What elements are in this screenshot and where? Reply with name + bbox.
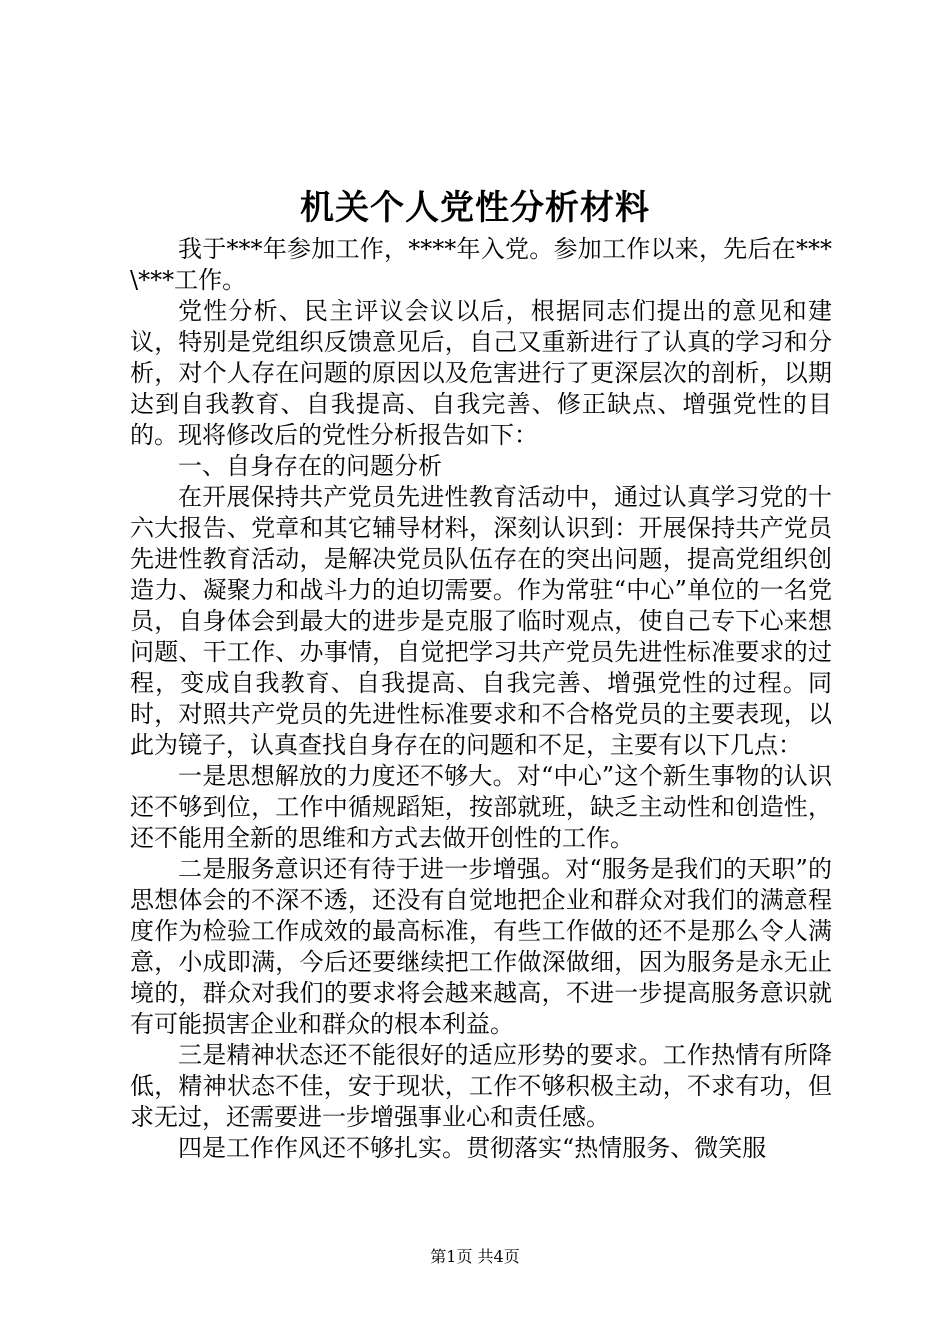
paragraph-overview: 党性分析、民主评议会议以后，根据同志们提出的意见和建议，特别是党组织反馈意见后，自己又重新进行了认真的学习和分析，对个人存在问题的原因以及危害进行了更深层次的剖析，以期达到自我教育、自我提高、自我完善、修正缺点、增强党性的目的。现将修改后的党性分析报告如下： bbox=[130, 297, 832, 449]
paragraph-point-two: 二是服务意识还有待于进一步增强。对“服务是我们的天职”的思想体会的不深不透，还没有自觉地把企业和群众对我们的满意程度作为检验工作成效的最高标准，有些工作做的还不是那么令人满意，小成即满，今后还要继续把工作做深做细，因为服务是永无止境的，群众对我们的要求将会越来越高，不进一步提高服务意识就有可能损害企业和群众的根本利益。 bbox=[130, 855, 832, 1038]
paragraph-point-three: 三是精神状态还不能很好的适应形势的要求。工作热情有所降低，精神状态不佳，安于现状，工作不够积极主动，不求有功，但求无过，还需要进一步增强事业心和责任感。 bbox=[130, 1041, 832, 1131]
page-number-footer: 第1页 共4页 bbox=[430, 1247, 520, 1266]
document-title: 机关个人党性分析材料 bbox=[300, 188, 650, 228]
document-body bbox=[130, 234, 832, 1164]
section-heading-problems: 一、自身存在的问题分析 bbox=[178, 452, 442, 480]
paragraph-intro: 我于***年参加工作，****年入党。参加工作以来，先后在***\***工作。 bbox=[130, 235, 832, 294]
paragraph-study: 在开展保持共产党员先进性教育活动中，通过认真学习党的十六大报告、党章和其它辅导材料，深刻认识到：开展保持共产党员先进性教育活动，是解决党员队伍存在的突出问题，提高党组织创造力、凝聚力和战斗力的迫切需要。作为常驻“中心”单位的一名党员，自身体会到最大的进步是克服了临时观点，使自己专下心来想问题、干工作、办事情，自觉把学习共产党员先进性标准要求的过程，变成自我教育、自我提高、自我完善、增强党性的过程。同时，对照共产党员的先进性标准要求和不合格党员的主要表现，以此为镜子，认真查找自身存在的问题和不足，主要有以下几点： bbox=[130, 483, 832, 759]
paragraph-point-one: 一是思想解放的力度还不够大。对“中心”这个新生事物的认识还不够到位，工作中循规蹈矩，按部就班，缺乏主动性和创造性，还不能用全新的思维和方式去做开创性的工作。 bbox=[130, 762, 832, 852]
paragraph-point-four: 四是工作作风还不够扎实。贯彻落实“热情服务、微笑服 bbox=[178, 1134, 767, 1162]
